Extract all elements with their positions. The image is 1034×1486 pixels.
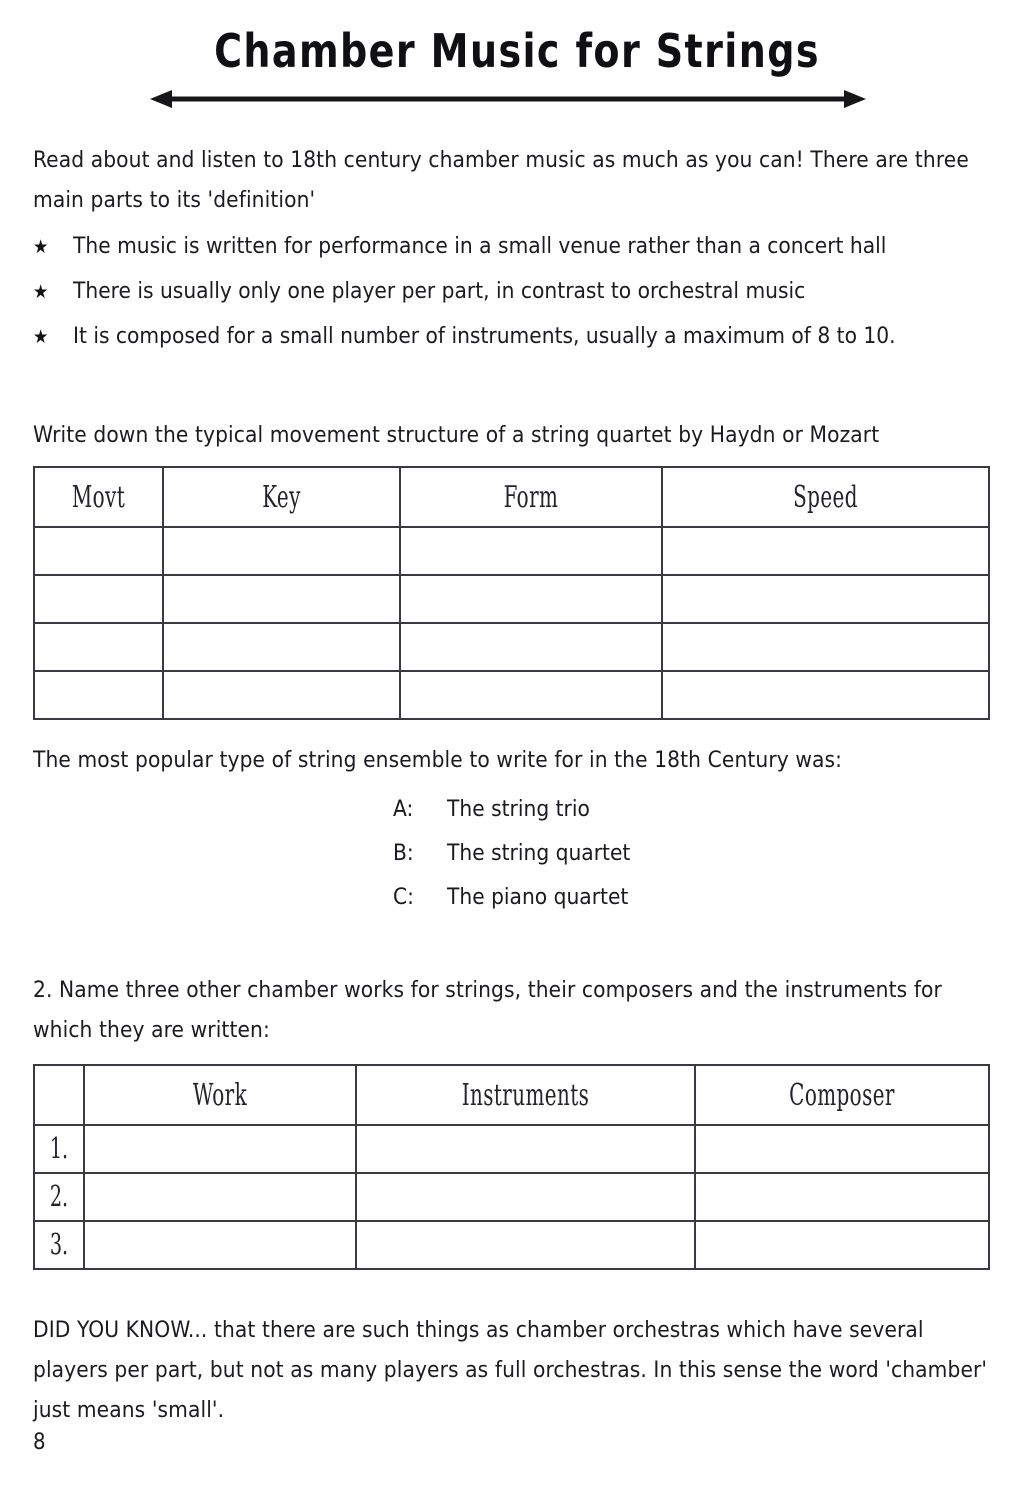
answer-cell[interactable] (84, 1173, 356, 1221)
star-icon: ★ (33, 281, 49, 303)
table-row (34, 1221, 989, 1269)
movement-task-prompt: Write down the typical movement structure of a string quartet by Haydn or Mozart (33, 422, 880, 448)
answer-cell[interactable] (400, 527, 662, 575)
table-row (34, 623, 989, 671)
row-number: 2. (39, 1171, 80, 1224)
list-item (33, 280, 983, 325)
column-header-index (39, 1061, 80, 1128)
movement-structure-table (33, 466, 990, 720)
row-number: 3. (39, 1219, 80, 1272)
answer-cell[interactable] (662, 527, 989, 575)
choice-label: The string trio (447, 796, 590, 822)
answer-cell[interactable] (662, 623, 989, 671)
double-arrow-divider (150, 88, 866, 110)
choice-label: The piano quartet (447, 884, 629, 910)
row-number: 1. (39, 1123, 80, 1176)
answer-cell[interactable] (163, 671, 400, 719)
answer-cell[interactable] (84, 1221, 356, 1269)
list-item (33, 325, 983, 370)
star-icon: ★ (33, 236, 49, 258)
answer-cell[interactable] (34, 623, 163, 671)
answer-cell[interactable] (356, 1125, 695, 1173)
column-header-instruments: Instruments (387, 1061, 665, 1128)
list-item-label: It is composed for a small number of instruments, usually a maximum of 8 to 10. (73, 323, 896, 349)
definition-bullet-list (33, 235, 983, 370)
answer-cell[interactable] (356, 1221, 695, 1269)
list-item (33, 235, 983, 280)
answer-cell[interactable] (662, 575, 989, 623)
column-header-composer: Composer (721, 1061, 962, 1128)
column-header-work: Work (108, 1061, 331, 1128)
table-row (34, 1125, 989, 1173)
choice-letter: B: (393, 840, 414, 866)
choice-option-a[interactable] (393, 798, 630, 842)
list-item-label: The music is written for performance in a small venue rather than a concert hall (73, 233, 887, 259)
chamber-works-table (33, 1064, 990, 1270)
answer-cell[interactable] (34, 575, 163, 623)
multiple-choice-options (393, 798, 630, 930)
choice-option-b[interactable] (393, 842, 630, 886)
intro-paragraph: Read about and listen to 18th century chamber music as much as you can! There are three main parts to its 'definition' (33, 147, 969, 213)
choice-letter: A: (393, 796, 414, 822)
multiple-choice-prompt: The most popular type of string ensemble to write for in the 18th Century was: (33, 747, 843, 773)
column-header-speed: Speed (691, 463, 959, 530)
choice-option-c[interactable] (393, 886, 630, 930)
answer-cell[interactable] (84, 1125, 356, 1173)
answer-cell[interactable] (163, 623, 400, 671)
table-row (34, 1173, 989, 1221)
answer-cell[interactable] (695, 1125, 989, 1173)
column-header-key: Key (184, 463, 378, 530)
star-icon: ★ (33, 326, 49, 348)
answer-cell[interactable] (34, 527, 163, 575)
answer-cell[interactable] (163, 575, 400, 623)
answer-cell[interactable] (400, 575, 662, 623)
answer-cell[interactable] (695, 1221, 989, 1269)
column-header-movt: Movt (46, 463, 152, 530)
table-row (34, 527, 989, 575)
table-row (34, 671, 989, 719)
answer-cell[interactable] (34, 671, 163, 719)
choice-letter: C: (393, 884, 414, 910)
answer-cell[interactable] (163, 527, 400, 575)
works-task-prompt: 2. Name three other chamber works for strings, their composers and the instruments for which they are written: (33, 977, 942, 1043)
answer-cell[interactable] (400, 671, 662, 719)
did-you-know-paragraph: DID YOU KNOW... that there are such things as chamber orchestras which have several players per part, but not as many players as full orchestras. In this sense the word 'chamber' just means 'small'. (33, 1317, 988, 1423)
answer-cell[interactable] (400, 623, 662, 671)
page-number: 8 (33, 1430, 46, 1455)
page-title: Chamber Music for Strings (214, 24, 820, 78)
answer-cell[interactable] (662, 671, 989, 719)
answer-cell[interactable] (356, 1173, 695, 1221)
table-header-row (34, 467, 989, 527)
column-header-form: Form (424, 463, 639, 530)
list-item-label: There is usually only one player per part, in contrast to orchestral music (73, 278, 806, 304)
answer-cell[interactable] (695, 1173, 989, 1221)
table-header-row (34, 1065, 989, 1125)
choice-label: The string quartet (447, 840, 631, 866)
table-row (34, 575, 989, 623)
